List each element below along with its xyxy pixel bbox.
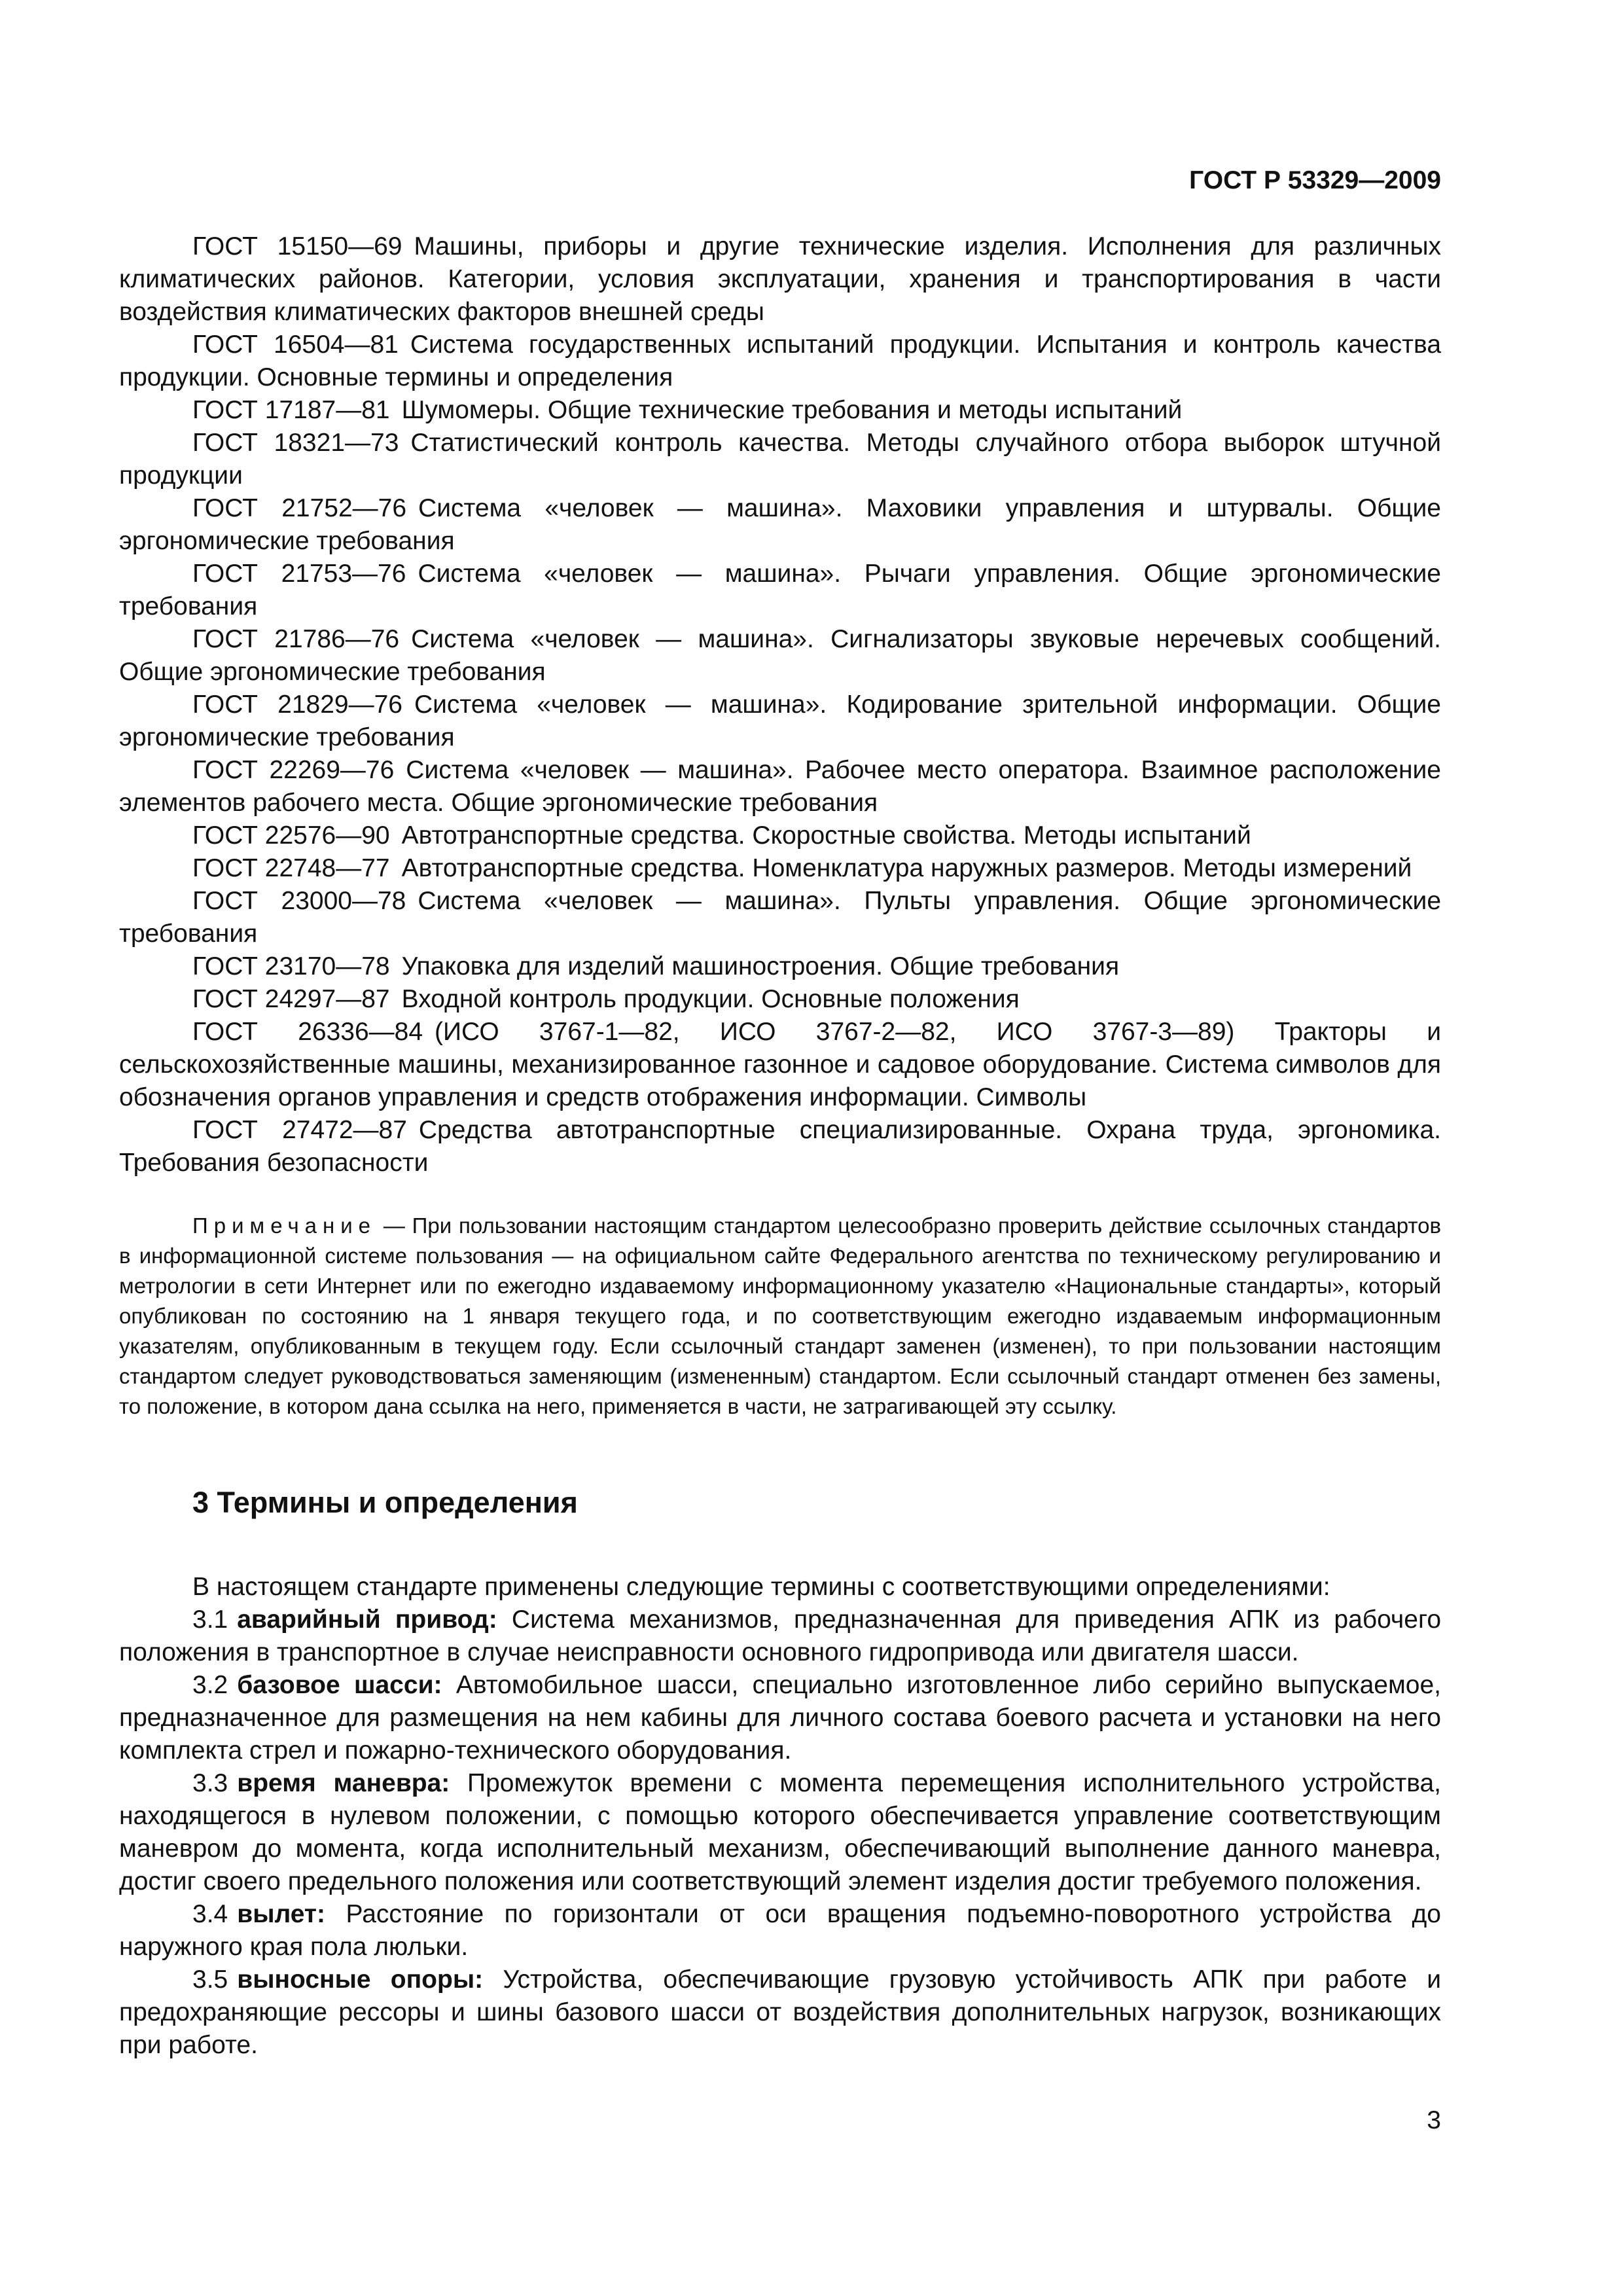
reference-item xyxy=(119,950,1441,983)
reference-title: Система «человек — машина». Рычаги управления. Общие эргономические требования xyxy=(119,560,1441,620)
reference-title: Система «человек — машина». Сигнализаторы звуковые неречевых сообщений. Общие эргономические требования xyxy=(119,625,1441,686)
reference-code: ГОСТ 23170—78 xyxy=(192,952,390,980)
reference-code: ГОСТ 21829—76 xyxy=(192,691,402,719)
term-name: базовое шасси: xyxy=(237,1671,442,1699)
page-number: 3 xyxy=(1427,2106,1441,2134)
terms-list xyxy=(119,1571,1441,2062)
term-definition: Система механизмов, предназначенная для приведения АПК из рабочего положения в транспортное в случае неисправности основного гидропривода или двигателя шасси. xyxy=(119,1605,1442,1666)
reference-item xyxy=(119,852,1441,885)
normative-references-list xyxy=(119,230,1441,1179)
term-item xyxy=(119,1898,1441,1964)
note-block xyxy=(119,1211,1441,1422)
term-definition: Устройства, обеспечивающие грузовую устойчивость АПК при работе и предохраняющие рессоры и шины базового шасси от воздействия дополнительных нагрузок, возникающих при работе. xyxy=(119,1965,1442,2059)
reference-title: Упаковка для изделий машиностроения. Общие требования xyxy=(401,952,1120,980)
reference-code: ГОСТ 26336—84 xyxy=(192,1018,423,1046)
reference-item xyxy=(119,230,1441,329)
reference-code: ГОСТ 21786—76 xyxy=(192,625,400,653)
reference-code: ГОСТ 21753—76 xyxy=(192,560,406,588)
document-header: ГОСТ Р 53329—2009 xyxy=(1189,166,1441,194)
term-item xyxy=(119,1767,1441,1898)
term-number: 3.5 xyxy=(192,1965,228,1994)
reference-item xyxy=(119,492,1441,558)
term-name: выносные опоры: xyxy=(237,1965,484,1994)
reference-code: ГОСТ 22748—77 xyxy=(192,854,390,882)
reference-item xyxy=(119,329,1441,394)
reference-item xyxy=(119,754,1441,819)
term-item xyxy=(119,1604,1441,1669)
reference-title: (ИСО 3767-1—82, ИСО 3767-2—82, ИСО 3767-3—89) Тракторы и сельскохозяйственные машины, механизированное газонное и садовое оборудование. Система символов для обозначения органов управления и средств отображения информации. Символы xyxy=(119,1018,1441,1111)
term-definition: Автомобильное шасси, специально изготовленное либо серийно выпускаемое, предназначенное для размещения на нем кабины для личного состава боевого расчета и установки на него комплекта стрел и пожарно-технического оборудования. xyxy=(119,1671,1441,1765)
reference-title: Автотранспортные средства. Скоростные свойства. Методы испытаний xyxy=(401,821,1251,850)
note-label: Примечание xyxy=(192,1213,377,1238)
term-item xyxy=(119,1964,1441,2062)
reference-title: Система «человек — машина». Маховики управления и штурвалы. Общие эргономические требования xyxy=(119,494,1441,555)
term-name: вылет: xyxy=(237,1900,326,1928)
reference-item xyxy=(119,885,1441,950)
term-number: 3.2 xyxy=(192,1671,228,1699)
reference-title: Автотранспортные средства. Номенклатура наружных размеров. Методы измерений xyxy=(401,854,1412,882)
section-title: 3 Термины и определения xyxy=(192,1486,578,1519)
term-number: 3.4 xyxy=(192,1900,228,1928)
term-name: время маневра: xyxy=(237,1769,450,1797)
note-text: — При пользовании настоящим стандартом целесообразно проверить действие ссылочных стандартов в информационной системе пользования — на официальном сайте Федерального агентства по техническому регулированию и метрологии в сети Интернет или по ежегодно издаваемому информационному указателю «Национальные стандарты», который опубликован по состоянию на 1 января текущего года, и по соответствующим ежегодно издаваемым информационным указателям, опубликованным в текущем году. Если ссылочный стандарт заменен (изменен), то при пользовании настоящим стандартом следует руководствоваться заменяющим (измененным) стандартом. Если ссылочный стандарт отменен без замены, то положение, в котором дана ссылка на него, применяется в части, не затрагивающей эту ссылку. xyxy=(119,1213,1441,1418)
reference-title: Шумомеры. Общие технические требования и методы испытаний xyxy=(401,396,1183,424)
reference-item xyxy=(119,558,1441,623)
term-definition: Промежуток времени с момента перемещения исполнительного устройства, находящегося в нулевом положении, с помощью которого обеспечивается управление соответствующим маневром до момента, когда исполнительный механизм, обеспечивающий выполнение данного маневра, достиг своего предельного положения или соответствующий элемент изделия достиг требуемого положения. xyxy=(119,1769,1441,1895)
reference-item xyxy=(119,819,1441,852)
term-item xyxy=(119,1669,1441,1767)
reference-title: Средства автотранспортные специализированные. Охрана труда, эргономика. Требования безопасности xyxy=(119,1116,1441,1177)
reference-code: ГОСТ 21752—76 xyxy=(192,494,407,522)
section-intro: В настоящем стандарте применены следующие термины с соответствующими определениями: xyxy=(192,1573,1330,1601)
reference-code: ГОСТ 23000—78 xyxy=(192,887,406,915)
reference-title: Входной контроль продукции. Основные положения xyxy=(401,985,1020,1013)
reference-item xyxy=(119,623,1441,689)
term-number: 3.1 xyxy=(192,1605,228,1634)
reference-item xyxy=(119,1114,1441,1179)
term-definition: Расстояние по горизонтали от оси вращения подъемно-поворотного устройства до наружного края пола люльки. xyxy=(119,1900,1441,1961)
reference-code: ГОСТ 27472—87 xyxy=(192,1116,407,1144)
reference-code: ГОСТ 16504—81 xyxy=(192,331,399,359)
term-number: 3.3 xyxy=(192,1769,228,1797)
reference-code: ГОСТ 18321—73 xyxy=(192,429,399,457)
reference-code: ГОСТ 22576—90 xyxy=(192,821,390,850)
reference-title: Система «человек — машина». Кодирование зрительной информации. Общие эргономические требования xyxy=(119,691,1441,751)
reference-code: ГОСТ 24297—87 xyxy=(192,985,390,1013)
reference-title: Система «человек — машина». Рабочее место оператора. Взаимное расположение элементов рабочего места. Общие эргономические требования xyxy=(119,756,1441,817)
reference-item xyxy=(119,689,1441,754)
reference-item xyxy=(119,394,1441,427)
reference-item xyxy=(119,1016,1441,1114)
reference-title: Машины, приборы и другие технические изделия. Исполнения для различных климатических районов. Категории, условия эксплуатации, хранения и транспортирования в части воздействия климатических факторов внешней среды xyxy=(119,232,1441,326)
reference-title: Система «человек — машина». Пульты управления. Общие эргономические требования xyxy=(119,887,1442,948)
reference-code: ГОСТ 22269—76 xyxy=(192,756,395,784)
term-name: аварийный привод: xyxy=(237,1605,497,1634)
reference-item xyxy=(119,427,1441,492)
reference-code: ГОСТ 17187—81 xyxy=(192,396,390,424)
note-paragraph xyxy=(119,1211,1441,1422)
reference-title: Статистический контроль качества. Методы случайного отбора выборок штучной продукции xyxy=(119,429,1441,490)
reference-title: Система государственных испытаний продукции. Испытания и контроль качества продукции. Основные термины и определения xyxy=(119,331,1442,391)
reference-item xyxy=(119,983,1441,1016)
reference-code: ГОСТ 15150—69 xyxy=(192,232,402,260)
